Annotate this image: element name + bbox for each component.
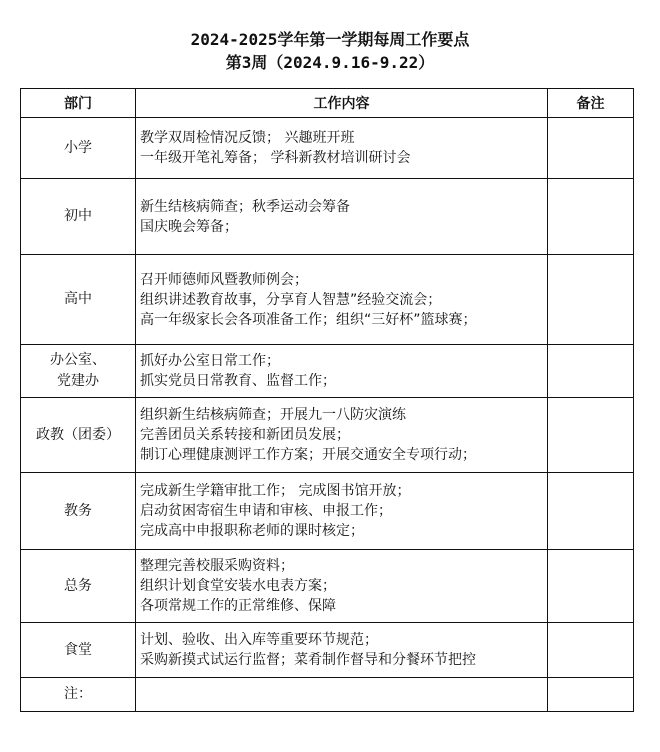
dept-label: 办公室、 [50, 352, 106, 368]
note-cell [548, 179, 634, 255]
dept-cell [21, 678, 136, 712]
dept-cell [21, 473, 136, 550]
note-cell [548, 678, 634, 712]
dept-label: 初中 [64, 208, 92, 224]
column-header-content: 工作内容 [136, 89, 548, 118]
content-cell [136, 179, 548, 255]
work-item: 完成高中申报职称老师的课时核定； [140, 523, 364, 539]
column-header-department: 部门 [21, 89, 136, 118]
dept-label: 食堂 [64, 641, 92, 658]
work-item: 新生结核病筛查；秋季运动会筹备 [140, 198, 350, 215]
note-cell [548, 623, 634, 678]
dept-label: 总务 [64, 577, 92, 594]
table-header-row [21, 89, 634, 118]
dept-cell [21, 623, 136, 678]
dept-cell [21, 550, 136, 623]
table-row [21, 345, 634, 398]
work-item: 制订心理健康测评工作方案；开展交通安全专项行动； [140, 447, 476, 463]
dept-label: 高中 [64, 291, 92, 307]
note-cell [548, 118, 634, 179]
table-row [21, 398, 634, 473]
work-item: 高一年级家长会各项准备工作；组织“三好杯”篮球赛； [140, 311, 477, 328]
content-cell [136, 550, 548, 623]
dept-cell [21, 118, 136, 179]
note-cell [548, 550, 634, 623]
table-row [21, 179, 634, 255]
content-cell [136, 118, 548, 179]
content-cell [136, 623, 548, 678]
content-cell [136, 345, 548, 398]
table-row [21, 623, 634, 678]
note-cell [548, 473, 634, 550]
note-cell [548, 255, 634, 345]
work-item: 抓好办公室日常工作； [140, 353, 280, 369]
page-title: 2024-2025学年第一学期每周工作要点 [190, 30, 470, 49]
dept-cell [21, 255, 136, 345]
work-item: 一年级开笔礼筹备； 学科新教材培训研讨会 [140, 150, 411, 166]
dept-label: 党建办 [57, 373, 99, 389]
dept-label: 教务 [64, 502, 92, 519]
weekly-plan-table [20, 88, 634, 712]
work-item: 完成新生学籍审批工作； 完成图书馆开放； [140, 483, 411, 499]
dept-label: 政教（团委） [36, 426, 120, 443]
content-cell [136, 398, 548, 473]
table-row [21, 473, 634, 550]
work-item: 国庆晚会筹备； [140, 218, 238, 235]
dept-cell [21, 398, 136, 473]
work-item: 教学双周检情况反馈； 兴趣班开班 [140, 130, 355, 146]
content-cell [136, 255, 548, 345]
work-item: 组织计划食堂安装水电表方案； [140, 578, 336, 594]
content-cell [136, 473, 548, 550]
work-item: 启动贫困寄宿生申请和审核、申报工作； [140, 503, 392, 519]
dept-cell [21, 179, 136, 255]
table-row [21, 255, 634, 345]
work-item: 计划、验收、出入库等重要环节规范； [140, 632, 378, 648]
content-cell [136, 678, 548, 712]
note-cell [548, 345, 634, 398]
work-item: 抓实党员日常教育、监督工作； [140, 373, 336, 389]
work-item: 整理完善校服采购资料； [140, 558, 294, 574]
work-item: 各项常规工作的正常维修、保障 [140, 598, 336, 614]
work-item: 完善团员关系转接和新团员发展； [140, 427, 350, 443]
work-item: 组织讲述教育故事，分享育人智慧”经验交流会； [140, 291, 442, 308]
dept-cell [21, 345, 136, 398]
note-cell [548, 398, 634, 473]
table-row [21, 118, 634, 179]
notes-label: 注： [64, 686, 92, 702]
work-item: 召开师德师风暨教师例会； [140, 271, 308, 288]
column-header-notes: 备注 [548, 89, 634, 118]
table-row [21, 678, 634, 712]
work-item: 采购新摸式试运行监督；菜肴制作督导和分餐环节把控 [140, 652, 476, 668]
week-subtitle: 第3周（2024.9.16-9.22） [225, 53, 435, 72]
table-row [21, 550, 634, 623]
dept-label: 小学 [64, 139, 92, 156]
work-item: 组织新生结核病筛查；开展九一八防灾演练 [140, 407, 406, 423]
